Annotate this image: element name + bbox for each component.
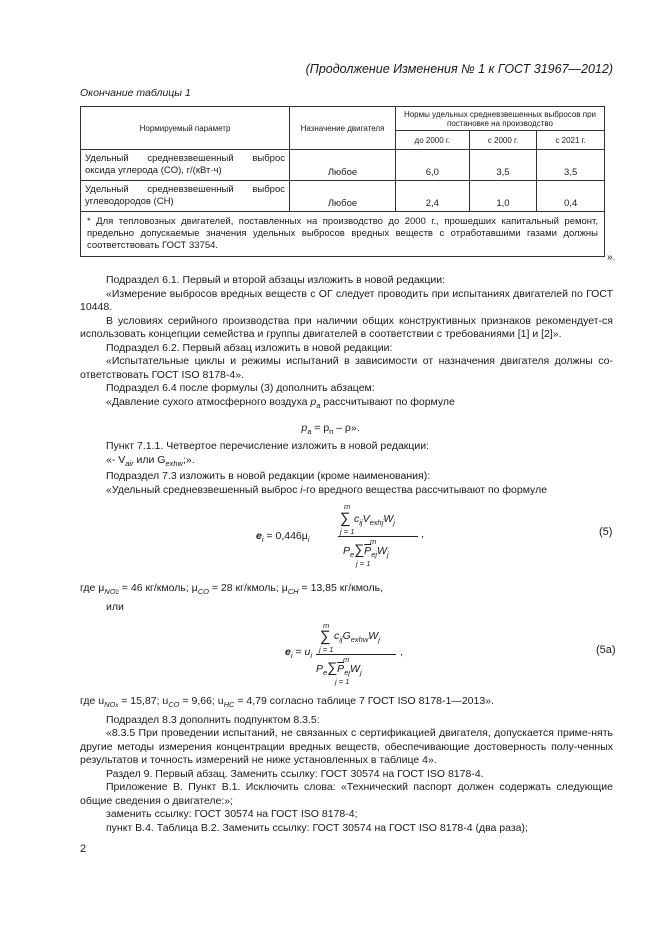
symbol-g: G (342, 630, 351, 642)
symbol-p: p (301, 422, 308, 434)
paragraph (80, 582, 613, 601)
paragraph (80, 484, 613, 498)
purpose-cell: Любое (290, 150, 396, 181)
subscript: j (393, 518, 395, 528)
paragraph: заменить ссылку: ГОСТ 30574 на ГОСТ ISO 8178-4; (106, 808, 358, 821)
subscript: j (359, 668, 362, 678)
purpose-cell: Любое (290, 181, 396, 212)
subscript: i (290, 651, 293, 661)
value-cell: 1,0 (469, 181, 537, 212)
fraction-line (316, 654, 396, 655)
text-run: -го вредного вещества рассчитывают по формуле (302, 483, 548, 496)
paragraph: Подраздел 6.1. Первый и второй абзацы изложить в новой редакции: (106, 274, 446, 286)
text-run: = 0,446μ (263, 530, 308, 542)
text-run: «Удельный средневзвешенный выброс (106, 483, 301, 496)
subscript: п (329, 427, 334, 437)
text-block-2 (80, 440, 613, 497)
paragraph: пункт В.4. Таблица В.2. Заменить ссылку: ГОСТ 30574 на ГОСТ ISO 8178-4 (два раза); (106, 821, 528, 834)
subscript: ij (359, 518, 363, 528)
symbol-i: i (300, 483, 303, 496)
value-cell: 2,4 (396, 181, 470, 212)
text-run: «- V (106, 453, 126, 466)
value-cell: 0,4 (537, 181, 605, 212)
subscript: NO (104, 587, 116, 597)
text-run: рассчитывают по формуле (320, 395, 455, 408)
table-footnote-row (81, 212, 605, 257)
sub-col-header: до 2000 г. (396, 131, 470, 150)
subscript: а (307, 427, 312, 437)
formula-lhs (256, 530, 309, 544)
sigma-symbol: ∑ (320, 628, 331, 645)
sum-upper-limit: m (344, 502, 351, 511)
paragraph: Подраздел 6.4 после формулы (3) дополнить абзацем: (106, 382, 375, 394)
subscript: 2 (115, 590, 119, 597)
equation-number: (5a) (596, 644, 616, 656)
subscript: j (378, 635, 380, 645)
paragraph: «8.3.5 При проведении испытаний, не связанных с сертификацией двигателя, допускается приме-нять другие методы измерения концентрации вредных веществ, обеспечивающие достоверность полу-ченных результатов и точность измерений не ниже установленных в таблице 4». (80, 727, 613, 767)
paragraph: Приложение В. Пункт В.1. Исключить слова: «Технический паспорт должен содержать следующие общие сведения о двигателе:»; (80, 781, 613, 807)
sum-lower-limit: j = 1 (335, 677, 350, 686)
subscript: e (323, 668, 328, 678)
table-caption: Окончание таблицы 1 (80, 87, 191, 99)
paragraph: «Испытательные циклы и режимы испытаний в зависимости от назначения двигателя должны со-ответствовать ГОСТ ISO 8178-4». (80, 355, 613, 381)
sum-lower-limit: j = 1 (319, 645, 334, 654)
subscript: exhj (369, 518, 384, 528)
formula-lhs (285, 646, 312, 660)
page-number: 2 (80, 843, 87, 855)
param-cell: Удельный средневзвешенный выброс оксида углерода (CO), г/(кВт·ч) (81, 150, 290, 181)
text-run: = 9,66; u (179, 695, 224, 707)
table-row (81, 150, 605, 181)
symbol-c: c (334, 630, 340, 642)
subscript: air (125, 458, 134, 468)
denominator (343, 541, 389, 559)
equation-number: (5) (599, 526, 613, 538)
table-row (81, 181, 605, 212)
symbol-p-overline: $\overline{P}$ (337, 663, 345, 675)
symbol-p: P (316, 663, 324, 675)
text-run: = 15,87; u (118, 695, 169, 707)
subscript: NO (104, 700, 116, 710)
symbol-w: W (350, 663, 360, 675)
symbol-e: e (256, 530, 262, 542)
subscript: e (350, 550, 355, 560)
text-run: ;». (182, 453, 195, 466)
subscript: x (115, 703, 119, 710)
sum-upper-limit: m (370, 537, 377, 546)
symbol-w: W (368, 630, 379, 642)
paragraph: Раздел 9. Первый абзац. Заменить ссылку: ГОСТ 30574 на ГОСТ ISO 8178-4. (106, 767, 484, 780)
paragraph (80, 396, 613, 413)
formula-comma: , (400, 646, 403, 658)
param-cell: Удельный средневзвешенный выброс углеводородов (CH) (81, 181, 290, 212)
text-run: = 4,79 согласно таблице 7 ГОСТ ISO 8178-1—2013». (234, 695, 494, 707)
text-run: где μ (80, 582, 105, 594)
text-run: – ρ». (333, 422, 360, 434)
text-run: или G (133, 453, 166, 466)
symbol-p: P (343, 545, 351, 557)
subscript: i (261, 535, 264, 545)
formula-5a (0, 618, 661, 690)
paragraph: Подраздел 6.2. Первый абзац изложить в новой редакции: (106, 341, 393, 354)
sum-lower-limit: j = 1 (340, 527, 355, 536)
running-header: (Продолжение Изменения № 1 к ГОСТ 31967—2012) (305, 62, 613, 76)
subscript: ej (344, 668, 351, 678)
formula-comma: , (421, 528, 424, 540)
value-cell: 3,5 (469, 150, 537, 181)
symbol-p-overline: $\overline{P}$ (364, 545, 372, 557)
numerator (334, 630, 380, 644)
subscript: i (310, 651, 312, 661)
text-run: = u (292, 646, 311, 658)
text-run: где u (80, 695, 105, 707)
closing-quote: ». (607, 252, 616, 263)
subscript: ij (339, 635, 343, 645)
fraction-line (338, 536, 418, 537)
denominator (316, 659, 362, 677)
paragraph (80, 454, 613, 471)
subscript: i (307, 535, 310, 545)
col-header-purpose: Назначение двигателя (290, 107, 396, 150)
symbol-p: p (310, 395, 317, 408)
symbol-c: c (354, 513, 360, 525)
paragraph: В условиях серийного производства при наличии общих конструктивных признаков рекомендует-ся использовать концепции семейства и группы двигателей в соответствии с требованиями [1] и [2]». (80, 314, 613, 340)
text-run: = 28 кг/кмоль; μ (208, 582, 288, 594)
symbol-e: e (285, 646, 291, 658)
sum-upper-limit: m (343, 655, 350, 664)
paragraph: или (106, 600, 124, 613)
subscript: exhw (350, 635, 369, 645)
sub-col-header: с 2021 г. (537, 131, 605, 150)
text-run: = 13,85 кг/кмоль, (298, 582, 384, 594)
subscript: CO (197, 587, 209, 597)
formula-3 (0, 422, 661, 436)
symbol-w: W (377, 545, 387, 557)
paragraph: «Измерение выбросов вредных веществ с ОГ следует проводить при испытаниях двигателей по ГОСТ 10448. (80, 287, 613, 313)
table-footnote: * Для тепловозных двигателей, поставленных на производство до 2000 г., прошедших капитальный ремонт, предельно допускаемые значения удельных выбросов вредных веществ с отработавшими газами должны соответствовать ГОСТ 33754. (81, 212, 605, 257)
subscript: exhw (165, 458, 183, 468)
subscript: j (386, 550, 389, 560)
sum-lower-limit: j = 1 (356, 559, 371, 568)
subscript: ej (371, 550, 378, 560)
subscript: CH (287, 587, 299, 597)
subscript: HC (223, 700, 235, 710)
value-cell: 6,0 (396, 150, 470, 181)
where-block-1 (80, 582, 613, 614)
text-run: «Давление сухого атмосферного воздуха (106, 395, 311, 408)
subscript: CO (168, 700, 180, 710)
paragraph: Подраздел 8.3 дополнить подпунктом 8.3.5: (106, 713, 320, 726)
col-header-norms: Нормы удельных средневзвешенных выбросов при постановке на производство (396, 107, 605, 131)
sigma-symbol: ∑ (354, 541, 365, 557)
formula-5 (0, 500, 661, 572)
text-block-1 (80, 274, 613, 412)
table-header-row (81, 107, 605, 131)
text-run: = 46 кг/кмоль; μ (118, 582, 198, 594)
sub-col-header: с 2000 г. (469, 131, 537, 150)
symbol-w: W (383, 513, 394, 525)
sum-upper-limit: m (323, 621, 330, 630)
value-cell: 3,5 (537, 150, 605, 181)
text-run: = p (311, 422, 330, 434)
col-header-param: Нормируемый параметр (81, 107, 290, 150)
subscript: а (316, 400, 321, 410)
numerator (354, 513, 395, 527)
paragraph (80, 695, 613, 714)
paragraph: Подраздел 7.3 изложить в новой редакции (кроме наименования): (106, 470, 431, 483)
emission-norms-table (80, 106, 605, 257)
paragraph: Пункт 7.1.1. Четвертое перечисление изложить в новой редакции: (106, 440, 430, 452)
sigma-symbol: ∑ (340, 510, 351, 527)
symbol-v: V (362, 513, 370, 525)
text-block-3 (80, 695, 613, 835)
sigma-symbol: ∑ (327, 659, 338, 675)
